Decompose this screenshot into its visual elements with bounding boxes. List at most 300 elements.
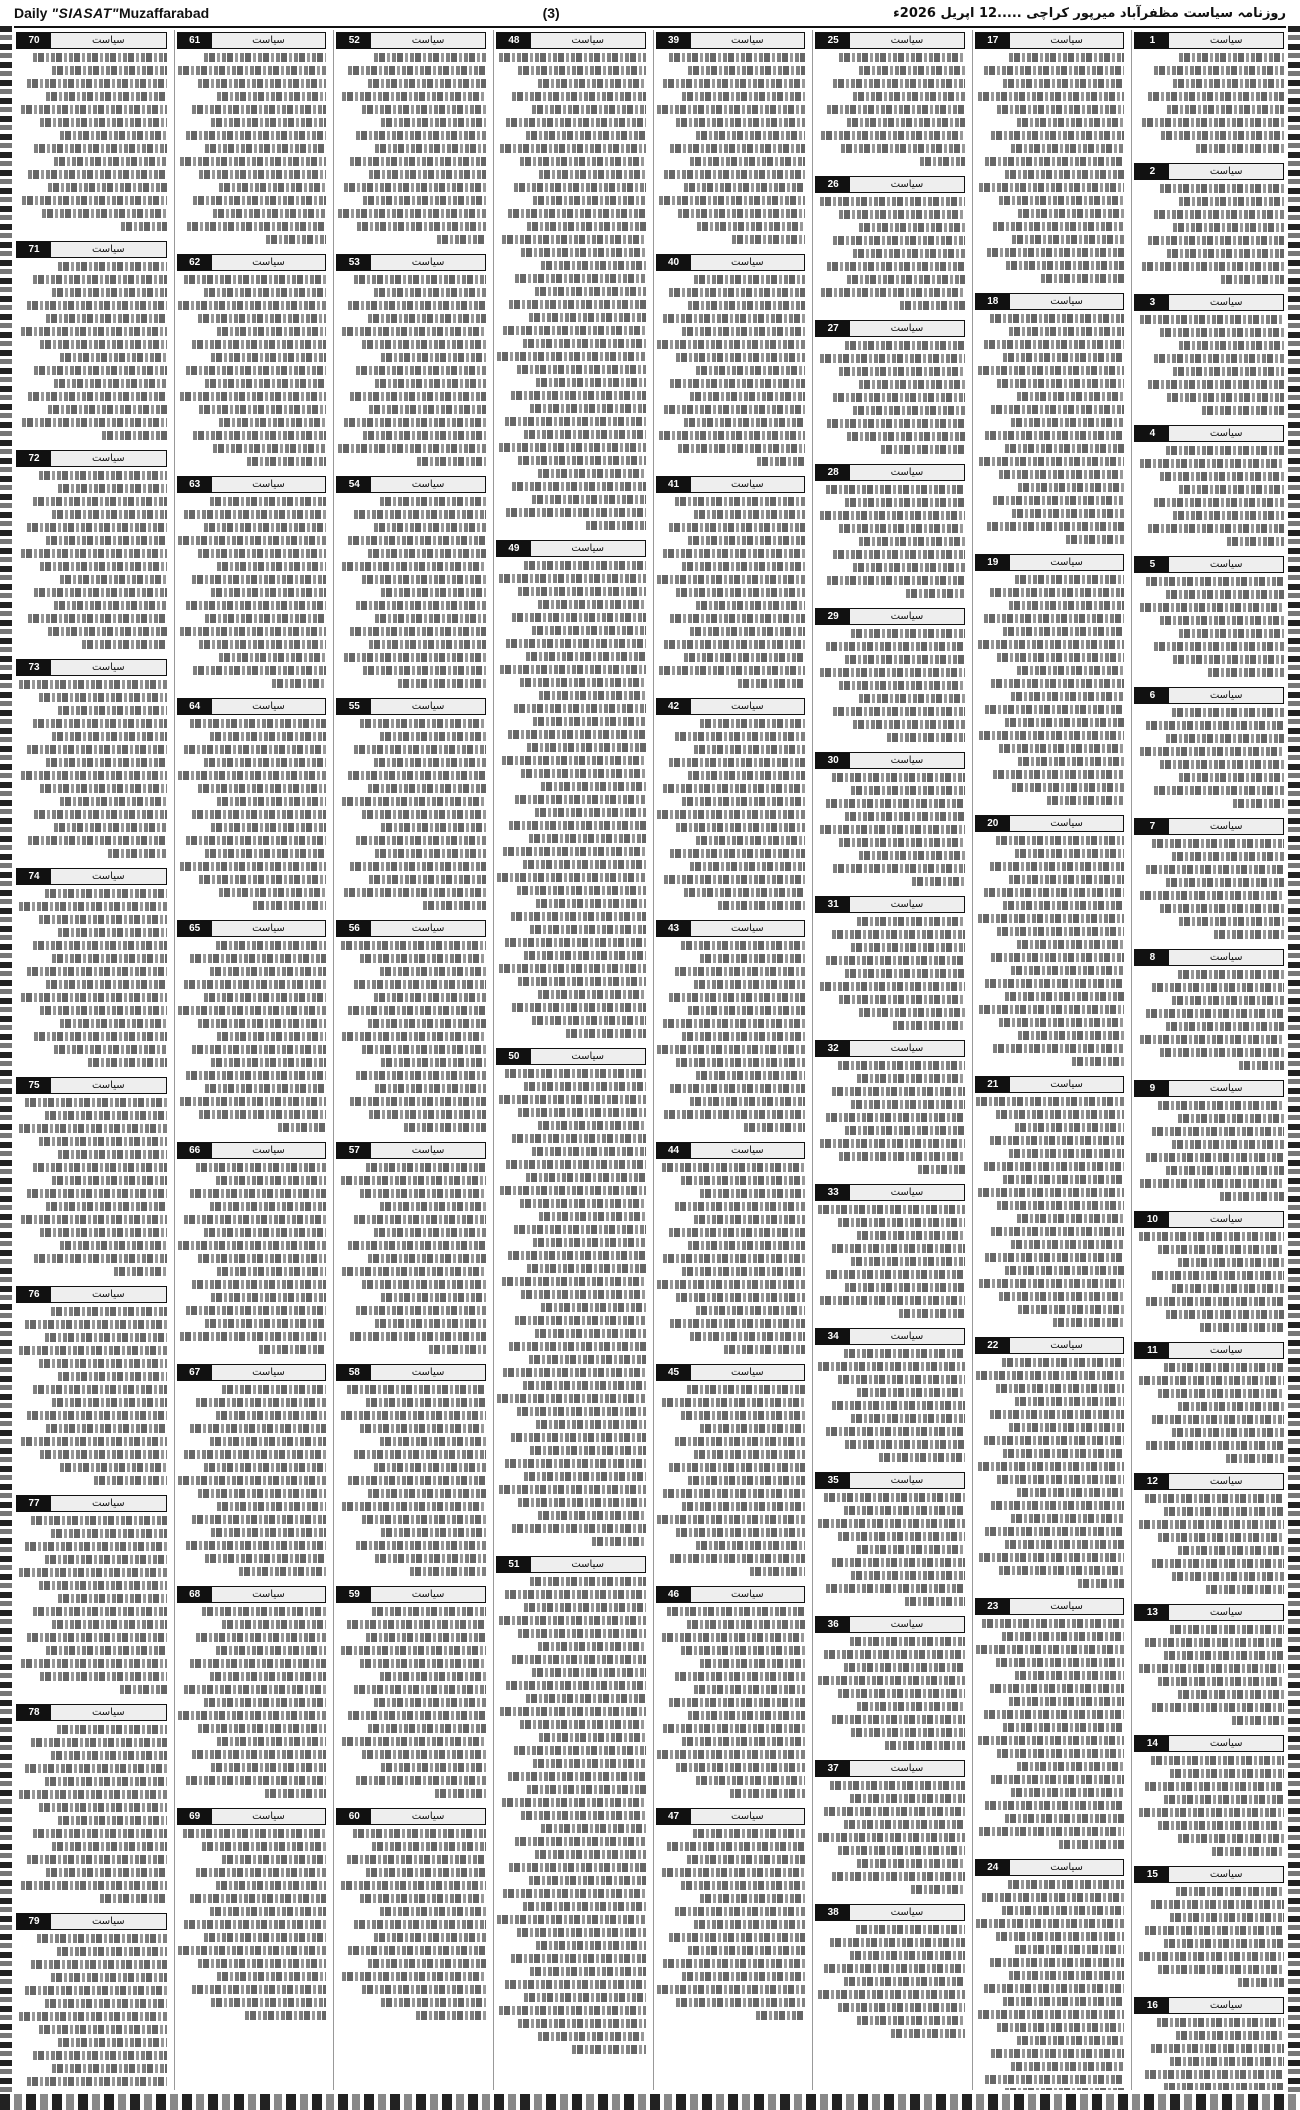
text-line [499, 1485, 646, 1494]
text-line [978, 2010, 1125, 2019]
text-line [688, 1946, 805, 1955]
masthead [14, 0, 1286, 28]
text-line [1226, 1454, 1284, 1463]
item-header [16, 868, 167, 885]
text-line [826, 956, 965, 965]
text-line [1011, 2062, 1125, 2071]
text-line [657, 1750, 805, 1759]
text-line [354, 980, 486, 989]
text-line [46, 92, 167, 101]
text-line [54, 157, 167, 166]
text-line [180, 862, 327, 871]
text-line [183, 1829, 327, 1838]
item-label: سیاست [531, 1557, 645, 1572]
text-line [21, 549, 167, 558]
text-line [31, 1516, 167, 1525]
text-line [532, 495, 646, 504]
text-line [46, 980, 167, 989]
text-line [906, 589, 964, 598]
text-line [1178, 1402, 1284, 1411]
text-line [853, 720, 965, 729]
text-line [845, 498, 965, 507]
text-line [979, 1827, 1124, 1836]
text-line [845, 655, 965, 664]
text-line [820, 1139, 965, 1148]
item-number: 35 [816, 1473, 850, 1488]
text-line [979, 1279, 1124, 1288]
text-line [1170, 1913, 1284, 1922]
text-line [1154, 210, 1284, 219]
text-line [34, 1032, 167, 1041]
text-line [530, 404, 645, 413]
item-number: 13 [1135, 1605, 1169, 1620]
item-body [336, 1385, 486, 1580]
item-number: 12 [1135, 1474, 1169, 1489]
text-line [859, 380, 965, 389]
text-line [21, 1215, 167, 1224]
text-line [1017, 2036, 1125, 2045]
text-line [120, 1685, 167, 1694]
text-line [1017, 1762, 1125, 1771]
text-line [664, 875, 805, 884]
text-line [1140, 891, 1284, 900]
text-line [354, 1920, 486, 1929]
text-line [976, 1645, 1124, 1654]
text-line [1178, 1546, 1284, 1555]
item-label: سیاست [371, 921, 485, 936]
text-line [178, 1711, 326, 1720]
item-label: سیاست [1169, 33, 1283, 48]
text-line [532, 1668, 646, 1677]
item-label: سیاست [371, 255, 485, 270]
item-label: سیاست [691, 1143, 805, 1158]
text-line [58, 262, 166, 271]
text-line [859, 694, 965, 703]
text-line [539, 170, 645, 179]
text-line [1146, 1009, 1284, 1018]
text-line [505, 1459, 646, 1468]
text-line [521, 1290, 645, 1299]
item-label: سیاست [1010, 294, 1124, 309]
text-line [993, 222, 1125, 231]
item-body [975, 53, 1125, 287]
text-line [1164, 1651, 1284, 1660]
text-line [1152, 1127, 1284, 1136]
text-line [342, 1032, 486, 1041]
text-line [121, 222, 166, 231]
text-line [859, 537, 965, 546]
item-header [975, 32, 1125, 49]
text-line [512, 92, 645, 101]
item-number: 77 [17, 1496, 51, 1511]
text-line [1164, 1363, 1284, 1372]
text-line [820, 197, 965, 206]
text-line [984, 1710, 1125, 1719]
text-line [34, 1254, 167, 1263]
text-line [58, 928, 166, 937]
text-line [978, 366, 1125, 375]
text-line [976, 1097, 1124, 1106]
item-body [815, 1493, 965, 1610]
text-line [1017, 666, 1125, 675]
text-line [833, 79, 965, 88]
text-line [990, 862, 1125, 871]
text-line [533, 1238, 645, 1247]
text-line [19, 1568, 167, 1577]
item-number: 56 [337, 921, 371, 936]
text-line [204, 288, 327, 297]
item-label: سیاست [371, 1143, 485, 1158]
text-line [851, 1100, 965, 1109]
text-line [688, 1241, 805, 1250]
text-line [1214, 930, 1284, 939]
text-line [509, 821, 645, 830]
text-line [688, 536, 805, 545]
text-line [348, 771, 486, 780]
text-line [353, 1829, 486, 1838]
text-line [518, 456, 645, 465]
text-line [342, 1267, 486, 1276]
text-line [435, 1789, 486, 1798]
text-line [529, 834, 646, 843]
item-number: 50 [497, 1049, 531, 1064]
text-line [54, 601, 167, 610]
text-line [535, 1329, 646, 1338]
text-line [19, 902, 167, 911]
item-label: سیاست [371, 1809, 485, 1824]
text-line [515, 1316, 645, 1325]
item-label: سیاست [51, 1914, 166, 1929]
item-header [975, 1337, 1125, 1354]
item-label: سیاست [531, 33, 645, 48]
text-line [690, 627, 805, 636]
text-line [1154, 642, 1284, 651]
text-line [356, 131, 486, 140]
item-number: 24 [976, 1860, 1010, 1875]
text-line [58, 1372, 166, 1381]
text-line [363, 666, 486, 675]
text-line [40, 784, 167, 793]
item-body [16, 1725, 167, 1907]
item-number: 43 [657, 921, 691, 936]
text-line [857, 1859, 965, 1868]
text-line [839, 53, 965, 62]
text-line [341, 1176, 486, 1185]
item-label: سیاست [1169, 950, 1283, 965]
text-line [991, 131, 1124, 140]
text-line [380, 1202, 486, 1211]
item-body [975, 1619, 1125, 1853]
text-line [500, 665, 645, 674]
text-line [217, 1737, 326, 1746]
text-line [210, 732, 327, 741]
text-line [694, 1215, 805, 1224]
text-line [899, 1309, 965, 1318]
item-body [16, 1098, 167, 1280]
item-body [16, 1307, 167, 1489]
text-line [52, 66, 166, 75]
text-line [1152, 983, 1284, 992]
text-line [845, 969, 965, 978]
text-line [199, 405, 326, 414]
text-line [190, 719, 326, 728]
text-line [838, 1689, 965, 1698]
text-line [60, 797, 167, 806]
text-line [682, 1032, 805, 1041]
text-line [39, 1137, 167, 1146]
item-number: 52 [337, 33, 371, 48]
text-line [663, 1489, 805, 1498]
text-line [824, 1493, 965, 1502]
text-line [664, 405, 805, 414]
text-line [1148, 524, 1284, 533]
item-label: سیاست [371, 33, 485, 48]
item-number: 63 [178, 477, 212, 492]
text-line [381, 1058, 486, 1067]
text-line [978, 640, 1125, 649]
item-label: سیاست [212, 255, 326, 270]
text-line [60, 575, 167, 584]
text-line [28, 614, 167, 623]
item-number: 74 [17, 869, 51, 884]
item-body [815, 341, 965, 458]
text-line [681, 1411, 805, 1420]
text-line [46, 1868, 167, 1877]
item-body [16, 889, 167, 1071]
text-line [180, 392, 327, 401]
text-line [690, 157, 805, 166]
text-line [40, 1450, 167, 1459]
text-line [1238, 1978, 1284, 1987]
text-line [976, 1371, 1124, 1380]
text-line [100, 1894, 166, 1903]
text-line [186, 1541, 327, 1550]
text-line [832, 1244, 965, 1253]
text-line [657, 1985, 805, 1994]
text-line [841, 144, 965, 153]
text-line [239, 1567, 326, 1576]
text-line [1158, 1389, 1284, 1398]
text-line [360, 1659, 486, 1668]
item-label: سیاست [1169, 1081, 1283, 1096]
text-line [682, 1267, 805, 1276]
text-line [664, 1110, 805, 1119]
item-number: 46 [657, 1587, 691, 1602]
text-line [375, 614, 486, 623]
item-label: سیاست [212, 1809, 326, 1824]
text-line [838, 1218, 965, 1227]
item-header [815, 32, 965, 49]
item-header [975, 1859, 1125, 1876]
text-line [48, 183, 167, 192]
text-line [178, 1006, 326, 1015]
text-line [1160, 1048, 1284, 1057]
text-line [999, 470, 1125, 479]
text-line [178, 771, 326, 780]
text-line [344, 418, 486, 427]
text-line [1139, 1232, 1284, 1241]
text-line [659, 666, 806, 675]
text-line [818, 1205, 965, 1214]
item-header [336, 698, 486, 715]
text-line [881, 445, 965, 454]
text-line [991, 1501, 1124, 1510]
text-line [730, 1789, 805, 1798]
text-line [1166, 590, 1284, 599]
item-label: سیاست [1010, 555, 1124, 570]
text-line [847, 275, 965, 284]
text-line [45, 1999, 167, 2008]
text-line [46, 536, 167, 545]
text-line [1151, 1900, 1284, 1909]
text-line [211, 823, 326, 832]
text-line [857, 1702, 965, 1711]
text-line [52, 1398, 166, 1407]
text-line [820, 1296, 965, 1305]
text-line [1015, 1123, 1124, 1132]
text-line [978, 1462, 1125, 1471]
text-line [1003, 1997, 1124, 2006]
text-line [508, 1772, 646, 1781]
item-header [1134, 1473, 1284, 1490]
text-line [694, 745, 805, 754]
text-line [524, 951, 645, 960]
item-label: سیاست [1169, 295, 1283, 310]
masthead-prefix: Daily [14, 5, 48, 21]
text-line [46, 1646, 167, 1655]
text-line [341, 1881, 486, 1890]
text-line [676, 1058, 805, 1067]
text-line [184, 980, 326, 989]
text-line [1012, 235, 1124, 244]
text-line [52, 1176, 166, 1185]
text-line [57, 1947, 167, 1956]
text-line [184, 745, 326, 754]
item-body [336, 1829, 486, 2024]
text-line [696, 1541, 805, 1550]
text-line [46, 314, 167, 323]
text-line [381, 118, 486, 127]
text-line [845, 341, 965, 350]
item-body [975, 314, 1125, 548]
text-line [500, 144, 645, 153]
text-line [357, 222, 486, 231]
item-label: سیاست [1010, 1077, 1124, 1092]
text-line [511, 912, 646, 921]
item-number: 76 [17, 1287, 51, 1302]
text-line [541, 782, 646, 791]
text-line [839, 1152, 965, 1161]
text-line [857, 1231, 965, 1240]
item-body [1134, 839, 1284, 943]
item-body [177, 1385, 327, 1580]
text-line [535, 808, 646, 817]
item-label: سیاست [212, 921, 326, 936]
text-line [204, 53, 327, 62]
text-line [676, 823, 805, 832]
text-line [844, 1349, 965, 1358]
text-line [497, 1915, 645, 1924]
text-line [996, 1384, 1125, 1393]
text-line [1220, 1192, 1284, 1201]
text-line [520, 1199, 646, 1208]
text-line [844, 1506, 965, 1515]
text-line [696, 601, 805, 610]
text-line [39, 1359, 167, 1368]
text-line [996, 1658, 1125, 1667]
item-number: 70 [17, 33, 51, 48]
text-line [54, 823, 167, 832]
text-line [25, 1542, 167, 1551]
text-line [509, 1863, 645, 1872]
text-line [21, 327, 167, 336]
text-line [380, 1907, 486, 1916]
text-line [369, 405, 486, 414]
item-body [177, 497, 327, 692]
text-line [839, 838, 965, 847]
text-line [999, 1566, 1125, 1575]
text-line [1146, 865, 1284, 874]
text-line [22, 196, 167, 205]
text-line [985, 1527, 1124, 1536]
text-line [28, 836, 167, 845]
text-line [1170, 1625, 1284, 1634]
text-line [33, 2051, 167, 2060]
text-line [1172, 852, 1284, 861]
text-line [541, 1824, 646, 1833]
text-line [991, 679, 1124, 688]
text-line [265, 1789, 326, 1798]
text-line [572, 2045, 645, 2054]
item-label: سیاست [51, 1287, 166, 1302]
text-line [502, 235, 646, 244]
text-line [360, 1189, 486, 1198]
text-line [518, 1108, 645, 1117]
text-line [1146, 721, 1284, 730]
item-number: 53 [337, 255, 371, 270]
item-body [336, 53, 486, 248]
text-line [1011, 1514, 1125, 1523]
item-label: سیاست [691, 33, 805, 48]
text-line [1003, 1449, 1124, 1458]
item-number: 44 [657, 1143, 691, 1158]
item-number: 17 [976, 33, 1010, 48]
text-line [520, 1720, 646, 1729]
item-header [1134, 1866, 1284, 1883]
text-line [1166, 1166, 1284, 1175]
item-body [336, 275, 486, 470]
text-line [669, 523, 805, 532]
text-line [859, 66, 965, 75]
item-label: سیاست [1169, 557, 1283, 572]
text-line [508, 209, 646, 218]
text-line [1164, 1795, 1284, 1804]
item-body [336, 1607, 486, 1802]
text-line [410, 1567, 486, 1576]
item-body [975, 1880, 1125, 2090]
text-line [186, 1776, 327, 1785]
text-line [845, 1126, 965, 1135]
text-line [1145, 1782, 1284, 1791]
text-line [1146, 577, 1284, 586]
text-line [827, 419, 965, 428]
item-number: 41 [657, 477, 691, 492]
item-header [656, 1808, 806, 1825]
text-line [192, 575, 327, 584]
text-line [512, 482, 645, 491]
text-line [48, 405, 167, 414]
text-line [52, 732, 166, 741]
